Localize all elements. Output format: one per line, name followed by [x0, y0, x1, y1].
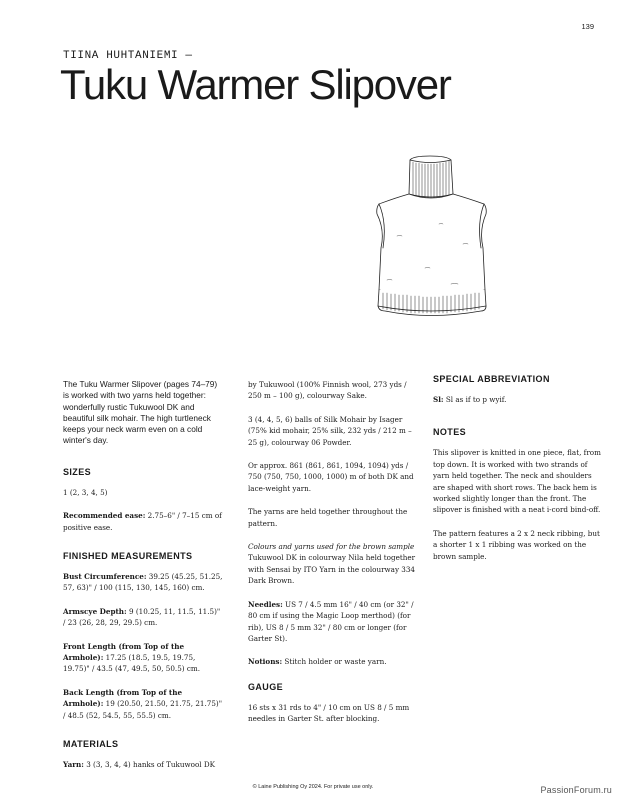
gauge-heading: GAUGE — [248, 681, 284, 692]
column-right — [433, 374, 603, 574]
yarn-label: Yarn: — [63, 760, 84, 770]
finished-measurements-heading: FINISHED MEASUREMENTS — [63, 551, 193, 561]
yarn-paragraph — [63, 759, 223, 770]
front-length-label: Front Length (from Top of the Armhole): — [63, 641, 185, 663]
back-length-value: 19 (20.50, 21.50, 21.75, 21.75)" / 48.5 (52, 54.5, 55, 55.5) cm. — [63, 699, 223, 720]
special-abbreviation-heading: SPECIAL ABBREVIATION — [433, 374, 550, 384]
front-length-value: 17.25 (18.5, 19.5, 19.75, 19.75)" / 43.5 (47, 49.5, 50, 50.5) cm. — [63, 653, 200, 674]
front-length-paragraph — [63, 641, 223, 675]
sl-value: Sl as if to p wyif. — [443, 395, 507, 404]
page-title: Tuku Warmer Slipover — [60, 61, 451, 108]
notes-paragraph-2: The pattern features a 2 x 2 neck ribbing, but a shorter 1 x 1 ribbing was worked on the brown sample. — [433, 528, 600, 561]
page-number: 139 — [581, 22, 594, 31]
notions-value: Stitch holder or waste yarn. — [282, 657, 387, 667]
held-together-paragraph: The yarns are held together throughout the pattern. — [248, 507, 408, 528]
slipover-illustration — [355, 148, 505, 328]
bust-label: Bust Circumference: — [63, 572, 147, 581]
mohair-paragraph: 3 (4, 4, 5, 6) balls of Silk Mohair by Isager (75% kid mohair, 25% silk, 232 yds / 212 m – 25 g), colourway 06 Powder. — [248, 414, 412, 447]
bust-value: 39.25 (45.25, 51.25, 57, 63)" / 100 (115, 130, 145, 160) cm. — [63, 572, 223, 593]
sizes-values: 1 (2, 3, 4, 5) — [63, 487, 108, 497]
approx-paragraph: Or approx. 861 (861, 861, 1094, 1094) yds / 750 (750, 750, 1000, 1000) m of both DK and lace-weight yarn. — [248, 461, 414, 493]
yarn-value: 3 (3, 3, 4, 4) hanks of Tukuwool DK — [83, 760, 216, 770]
brown-sample-text: Tukuwool DK in colourway Nila held together with Sensai by ITO Yarn in the colourway 334 Dark Brown. — [248, 553, 416, 586]
copyright-footer: © Laine Publishing Oy 2024. For private use only. — [252, 784, 374, 790]
watermark: PassionForum.ru — [540, 785, 612, 795]
intro-text: The Tuku Warmer Slipover (pages 74–79) is worked with two yarns held together: wonderfully rustic Tukuwool DK and beautiful silk mohair. The high turtleneck keeps your neck warm even on a cold winter's day. — [63, 379, 218, 446]
needles-paragraph — [248, 599, 418, 645]
column-middle — [248, 379, 418, 737]
armscye-value: 9 (10.25, 11, 11.5, 11.5)" / 23 (26, 28, 29, 29.5) cm. — [63, 606, 221, 628]
needles-label: Needles: — [248, 599, 283, 609]
yarn-continued: by Tukuwool (100% Finnish wool, 273 yds / 250 m – 100 g), colourway Sake. — [248, 380, 407, 401]
ease-paragraph — [63, 510, 223, 533]
sl-label: Sl: — [433, 395, 444, 404]
notes-paragraph-1: This slipover is knitted in one piece, flat, from top down. It is worked with two strands of yarn held together. The neck and shoulders are shaped with short rows. The back hem is worked slightly longer than the front. The slipover is finished with a neat i-cord bind-off. — [433, 448, 601, 515]
back-length-paragraph — [63, 687, 223, 721]
ease-value: 2.75–6" / 7–15 cm of positive ease. — [63, 511, 222, 532]
needles-value: US 7 / 4.5 mm 16" / 40 cm (or 32" / 80 cm if using the Magic Loop merthod) (for rib), US 8 / 5 mm 32" / 80 cm or longer (for Garter St). — [248, 599, 414, 643]
notions-label: Notions: — [248, 657, 283, 667]
gauge-text: 16 sts x 31 rds to 4" / 10 cm on US 8 / 5 mm needles in Garter St. after blocking. — [248, 702, 410, 724]
notes-heading: NOTES — [433, 427, 467, 438]
brown-sample-paragraph — [248, 541, 418, 587]
brown-sample-italic: Colours and yarns used for the brown sample — [248, 542, 415, 552]
column-left — [63, 379, 223, 782]
armscye-paragraph — [63, 606, 223, 629]
sizes-heading: SIZES — [63, 466, 92, 477]
back-length-label: Back Length (from Top of the Armhole): — [63, 687, 183, 709]
designer-name: TIINA HUHTANIEMI — — [63, 50, 193, 62]
armscye-label: Armscye Depth: — [63, 606, 127, 616]
bust-paragraph — [63, 571, 223, 594]
sl-paragraph — [433, 394, 603, 405]
notions-paragraph — [248, 656, 418, 667]
ease-label: Recommended ease: — [63, 511, 146, 521]
materials-heading: MATERIALS — [63, 739, 119, 750]
